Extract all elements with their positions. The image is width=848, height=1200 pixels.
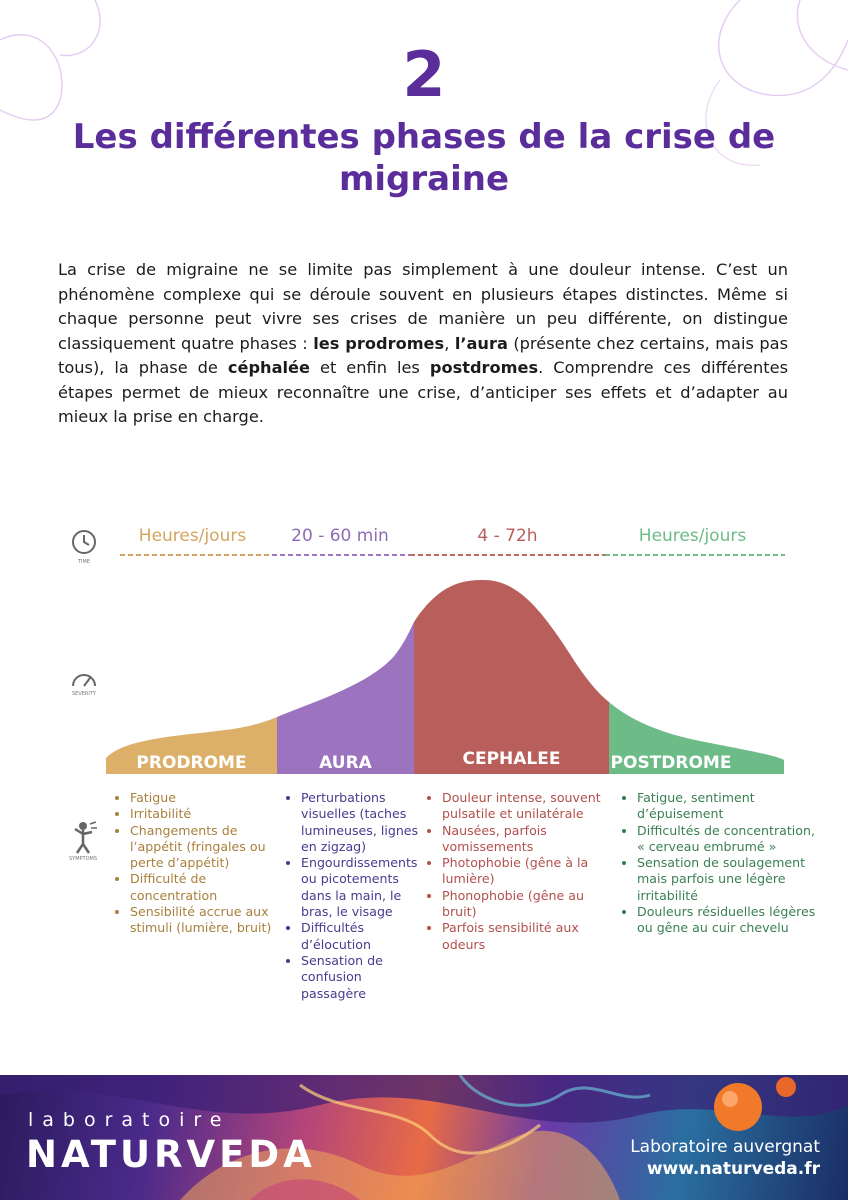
- list-item: • Sensation de soulagement mais parfois une légère irritabilité: [637, 855, 822, 904]
- brand-laboratoire: laboratoire: [28, 1109, 231, 1131]
- footer-website-link[interactable]: www.naturveda.fr: [646, 1159, 820, 1179]
- phase-label-cephalee: CEPHALEE: [462, 749, 561, 769]
- list-item: • Difficultés d’élocution: [301, 920, 425, 953]
- intro-paragraph: La crise de migraine ne se limite pas simplement à une douleur intense. C’est un phénomène complexe qui se déroule souvent en plusieurs étapes distinctes. Même si chaque personne peut vivre ses crises de manière un peu différente, on distingue classiquement quatre phases : les prodromes, l’aura (présente chez certains, mais pas tous), la phase de céphalée et enfin les postdromes. Comprendre ces différentes étapes permet de mieux reconnaître une crise, d’anticiper ses effets et d’adapter au mieux la prise en charge.: [58, 260, 789, 426]
- list-item: • Changements de l’appétit (fringales ou perte d’appétit): [130, 823, 280, 872]
- section-number: 2: [402, 38, 446, 111]
- time-icon-label: TIME: [77, 559, 91, 565]
- list-item: • Perturbations visuelles (taches lumineuses, lignes en zigzag): [301, 790, 425, 855]
- list-item: • Phonophobie (gêne au bruit): [442, 888, 612, 921]
- intro-bold-cephalee: céphalée: [227, 358, 311, 377]
- list-item: • Photophobie (gêne à la lumière): [442, 855, 612, 888]
- symptoms-prodrome: [116, 790, 280, 937]
- list-item: • Fatigue: [130, 790, 280, 806]
- list-item: • Engourdissements ou picotements dans la main, le bras, le visage: [301, 855, 425, 920]
- list-item: • Nausées, parfois vomissements: [442, 823, 612, 856]
- severity-icon-label: SEVERITY: [72, 691, 96, 697]
- list-item: • Parfois sensibilité aux odeurs: [442, 920, 612, 953]
- list-item: • Irritabilité: [130, 806, 280, 822]
- brand-logo: NATURVEDA: [26, 1133, 316, 1176]
- intro-bold-aura: l’aura: [454, 333, 508, 353]
- symptoms-icon-label: SYMPTOMS: [68, 856, 98, 862]
- duration-cephalee: 4 - 72h: [477, 526, 538, 546]
- phase-label-prodrome: PRODROME: [136, 753, 247, 773]
- list-item: • Difficultés de concentration, « cerveau embrumé »: [637, 823, 822, 856]
- duration-prodrome: Heures/jours: [138, 526, 247, 546]
- symptoms-cephalee: [428, 790, 612, 953]
- footer-banner: [0, 1075, 848, 1200]
- list-item: • Douleur intense, souvent pulsatile et unilatérale: [442, 790, 612, 823]
- page-title: Les différentes phases de la crise de migraine: [72, 117, 776, 199]
- duration-aura: 20 - 60 min: [291, 526, 389, 546]
- symptoms-aura: [287, 790, 425, 1002]
- phase-label-aura: AURA: [319, 753, 372, 773]
- list-item: • Fatigue, sentiment d’épuisement: [637, 790, 822, 823]
- intro-bold-postdromes: postdromes: [429, 358, 539, 377]
- intro-bold-prodromes: les prodromes: [313, 333, 445, 353]
- duration-postdrome: Heures/jours: [638, 526, 747, 546]
- curve-cephalee: [414, 580, 609, 774]
- list-item: • Difficulté de concentration: [130, 871, 280, 904]
- list-item: • Sensibilité accrue aux stimuli (lumière, bruit): [130, 904, 280, 937]
- symptoms-postdrome: [623, 790, 822, 937]
- footer-tagline: Laboratoire auvergnat: [630, 1137, 820, 1157]
- curve-aura: [277, 622, 414, 774]
- list-item: • Sensation de confusion passagère: [301, 953, 425, 1002]
- migraine-phase-diagram: [0, 500, 848, 790]
- phase-label-postdrome: POSTDROME: [610, 753, 732, 773]
- list-item: • Douleurs résiduelles légères ou gêne au cuir chevelu: [637, 904, 822, 937]
- person-pain-icon: [66, 820, 102, 866]
